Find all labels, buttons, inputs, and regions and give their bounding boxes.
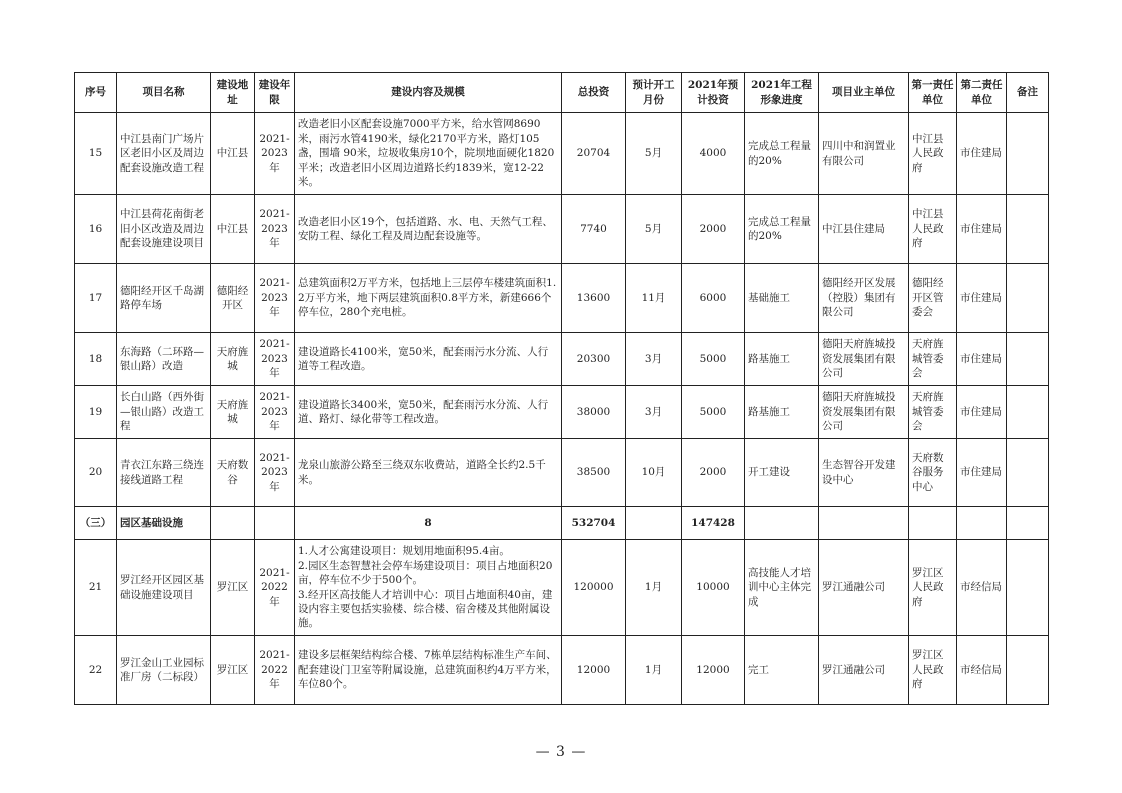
cell-seq: 15 [75,113,117,195]
cell-start: 5月 [626,195,682,264]
cell-inv2021: 4000 [682,113,745,195]
cell-period: 2021-2023年 [255,439,295,507]
cell-resp1: 天府数谷服务中心 [909,439,957,507]
cell-start: 1月 [626,636,682,705]
cell-location: 中江县 [211,113,255,195]
cell-location: 罗江区 [211,636,255,705]
cell-inv2021: 12000 [682,636,745,705]
cell-start: 1月 [626,540,682,636]
cell-start: 10月 [626,439,682,507]
cell-owner: 中江县住建局 [819,195,909,264]
cell-note [1007,195,1049,264]
cell-start: 11月 [626,264,682,333]
cell-resp2: 市住建局 [957,386,1007,439]
table-row [75,636,1049,705]
header-seq: 序号 [75,73,117,113]
cell-resp2: 市住建局 [957,195,1007,264]
cell-progress: 路基施工 [745,386,819,439]
cell-location: 天府数谷 [211,439,255,507]
cell-total: 13600 [562,264,626,333]
table-row [75,195,1049,264]
section-empty [255,507,295,540]
cell-name: 中江县荷花南街老旧小区改造及周边配套设施建设项目 [117,195,211,264]
table-row [75,386,1049,439]
cell-total: 20300 [562,333,626,386]
cell-total: 120000 [562,540,626,636]
cell-total: 38000 [562,386,626,439]
cell-progress: 高技能人才培训中心主体完成 [745,540,819,636]
section-empty [1007,507,1049,540]
cell-owner: 生态智谷开发建设中心 [819,439,909,507]
cell-seq: 22 [75,636,117,705]
cell-name: 德阳经开区千岛湖路停车场 [117,264,211,333]
header-note: 备注 [1007,73,1049,113]
cell-seq: 17 [75,264,117,333]
cell-note [1007,264,1049,333]
cell-period: 2021-2023年 [255,264,295,333]
cell-resp2: 市经信局 [957,540,1007,636]
header-period: 建设年限 [255,73,295,113]
cell-location: 罗江区 [211,540,255,636]
header-content: 建设内容及规模 [295,73,562,113]
cell-name: 青衣江东路三绕连接线道路工程 [117,439,211,507]
cell-period: 2021-2022年 [255,636,295,705]
cell-period: 2021-2023年 [255,113,295,195]
cell-resp1: 罗江区人民政府 [909,636,957,705]
cell-resp2: 市住建局 [957,264,1007,333]
header-progress: 2021年工程形象进度 [745,73,819,113]
section-empty [626,507,682,540]
section-total: 532704 [562,507,626,540]
cell-period: 2021-2022年 [255,540,295,636]
cell-resp1: 德阳经开区管委会 [909,264,957,333]
cell-owner: 德阳天府旌城投资发展集团有限公司 [819,333,909,386]
cell-resp1: 天府旌城管委会 [909,333,957,386]
cell-total: 7740 [562,195,626,264]
cell-total: 20704 [562,113,626,195]
section-empty [819,507,909,540]
cell-owner: 罗江通融公司 [819,540,909,636]
cell-content [295,540,562,636]
cell-inv2021: 5000 [682,333,745,386]
section-name: 园区基础设施 [117,507,211,540]
content-item: 2.园区生态智慧社会停车场建设项目：项目占地面积20亩，停车位不少于500个。 [298,559,553,587]
cell-progress: 开工建设 [745,439,819,507]
cell-note [1007,636,1049,705]
cell-note [1007,540,1049,636]
table-row [75,264,1049,333]
cell-seq: 19 [75,386,117,439]
cell-progress: 完成总工程量的20% [745,113,819,195]
content-item: 1.人才公寓建设项目：规划用地面积95.4亩。 [298,545,510,558]
project-table [74,72,1049,705]
cell-resp2: 市住建局 [957,113,1007,195]
cell-progress: 路基施工 [745,333,819,386]
cell-resp2: 市经信局 [957,636,1007,705]
cell-inv2021: 10000 [682,540,745,636]
cell-content: 总建筑面积2万平方米，包括地上三层停车楼建筑面积1.2万平方米，地下两层建筑面积0.8平方米，新建666个停车位，280个充电桩。 [295,264,562,333]
cell-note [1007,439,1049,507]
section-count: 8 [295,507,562,540]
cell-period: 2021-2023年 [255,195,295,264]
cell-resp2: 市住建局 [957,439,1007,507]
cell-location: 德阳经开区 [211,264,255,333]
section-empty [745,507,819,540]
cell-inv2021: 5000 [682,386,745,439]
cell-start: 3月 [626,333,682,386]
cell-resp1: 天府旌城管委会 [909,386,957,439]
header-total: 总投资 [562,73,626,113]
cell-seq: 20 [75,439,117,507]
cell-name: 中江县南门广场片区老旧小区及周边配套设施改造工程 [117,113,211,195]
cell-owner: 德阳天府旌城投资发展集团有限公司 [819,386,909,439]
cell-resp1: 罗江区人民政府 [909,540,957,636]
cell-inv2021: 2000 [682,195,745,264]
cell-location: 中江县 [211,195,255,264]
page-number: — 3 — [535,744,587,760]
cell-content: 建设多层框架结构综合楼、7栋单层结构标准生产车间、配套建设门卫室等附属设施，总建筑面积约4万平方米，车位80个。 [295,636,562,705]
table-row [75,439,1049,507]
cell-resp1: 中江县人民政府 [909,113,957,195]
header-owner: 项目业主单位 [819,73,909,113]
cell-location: 天府旌城 [211,333,255,386]
section-row [75,507,1049,540]
section-empty [909,507,957,540]
cell-name: 罗江经开区园区基础设施建设项目 [117,540,211,636]
header-start: 预计开工月份 [626,73,682,113]
cell-period: 2021-2023年 [255,333,295,386]
cell-note [1007,333,1049,386]
header-resp2: 第二责任单位 [957,73,1007,113]
section-empty [211,507,255,540]
header-location: 建设地址 [211,73,255,113]
cell-start: 5月 [626,113,682,195]
cell-progress: 基础施工 [745,264,819,333]
cell-note [1007,113,1049,195]
header-name: 项目名称 [117,73,211,113]
table-row [75,113,1049,195]
cell-location: 天府旌城 [211,386,255,439]
header-inv2021: 2021年预计投资 [682,73,745,113]
cell-content: 建设道路长4100米，宽50米，配套雨污水分流、人行道等工程改造。 [295,333,562,386]
cell-content: 建设道路长3400米，宽50米，配套雨污水分流、人行道、路灯、绿化带等工程改造。 [295,386,562,439]
header-resp1: 第一责任单位 [909,73,957,113]
cell-progress: 完工 [745,636,819,705]
cell-seq: 21 [75,540,117,636]
cell-period: 2021-2023年 [255,386,295,439]
cell-owner: 四川中和润置业有限公司 [819,113,909,195]
table-row [75,333,1049,386]
cell-name: 罗江金山工业园标准厂房（二标段） [117,636,211,705]
cell-total: 38500 [562,439,626,507]
section-empty [957,507,1007,540]
cell-resp2: 市住建局 [957,333,1007,386]
table-header-row [75,73,1049,113]
cell-owner: 罗江通融公司 [819,636,909,705]
cell-content: 改造老旧小区19个，包括道路、水、电、天然气工程、安防工程、绿化工程及周边配套设施等。 [295,195,562,264]
cell-note [1007,386,1049,439]
section-seq: （三） [75,507,117,540]
cell-start: 3月 [626,386,682,439]
section-inv2021: 147428 [682,507,745,540]
table-row [75,540,1049,636]
cell-resp1: 中江县人民政府 [909,195,957,264]
cell-owner: 德阳经开区发展（控股）集团有限公司 [819,264,909,333]
content-item: 3.经开区高技能人才培训中心：项目占地面积40亩，建设内容主要包括实验楼、综合楼、宿舍楼及其他附属设施。 [298,588,553,630]
cell-inv2021: 2000 [682,439,745,507]
cell-seq: 16 [75,195,117,264]
cell-inv2021: 6000 [682,264,745,333]
cell-name: 东海路（二环路—银山路）改造 [117,333,211,386]
cell-total: 12000 [562,636,626,705]
cell-content: 改造老旧小区配套设施7000平方米，给水管网8690米，雨污水管4190米，绿化2170平方米，路灯105盏，围墙 90米，垃圾收集房10个，院坝地面硬化1820平米；改造老旧小区周边道路长约1839米，宽12-22米。 [295,113,562,195]
cell-progress: 完成总工程量的20% [745,195,819,264]
cell-name: 长白山路（西外街—银山路）改造工程 [117,386,211,439]
cell-seq: 18 [75,333,117,386]
cell-content: 龙泉山旅游公路至三绕双东收费站，道路全长约2.5千米。 [295,439,562,507]
